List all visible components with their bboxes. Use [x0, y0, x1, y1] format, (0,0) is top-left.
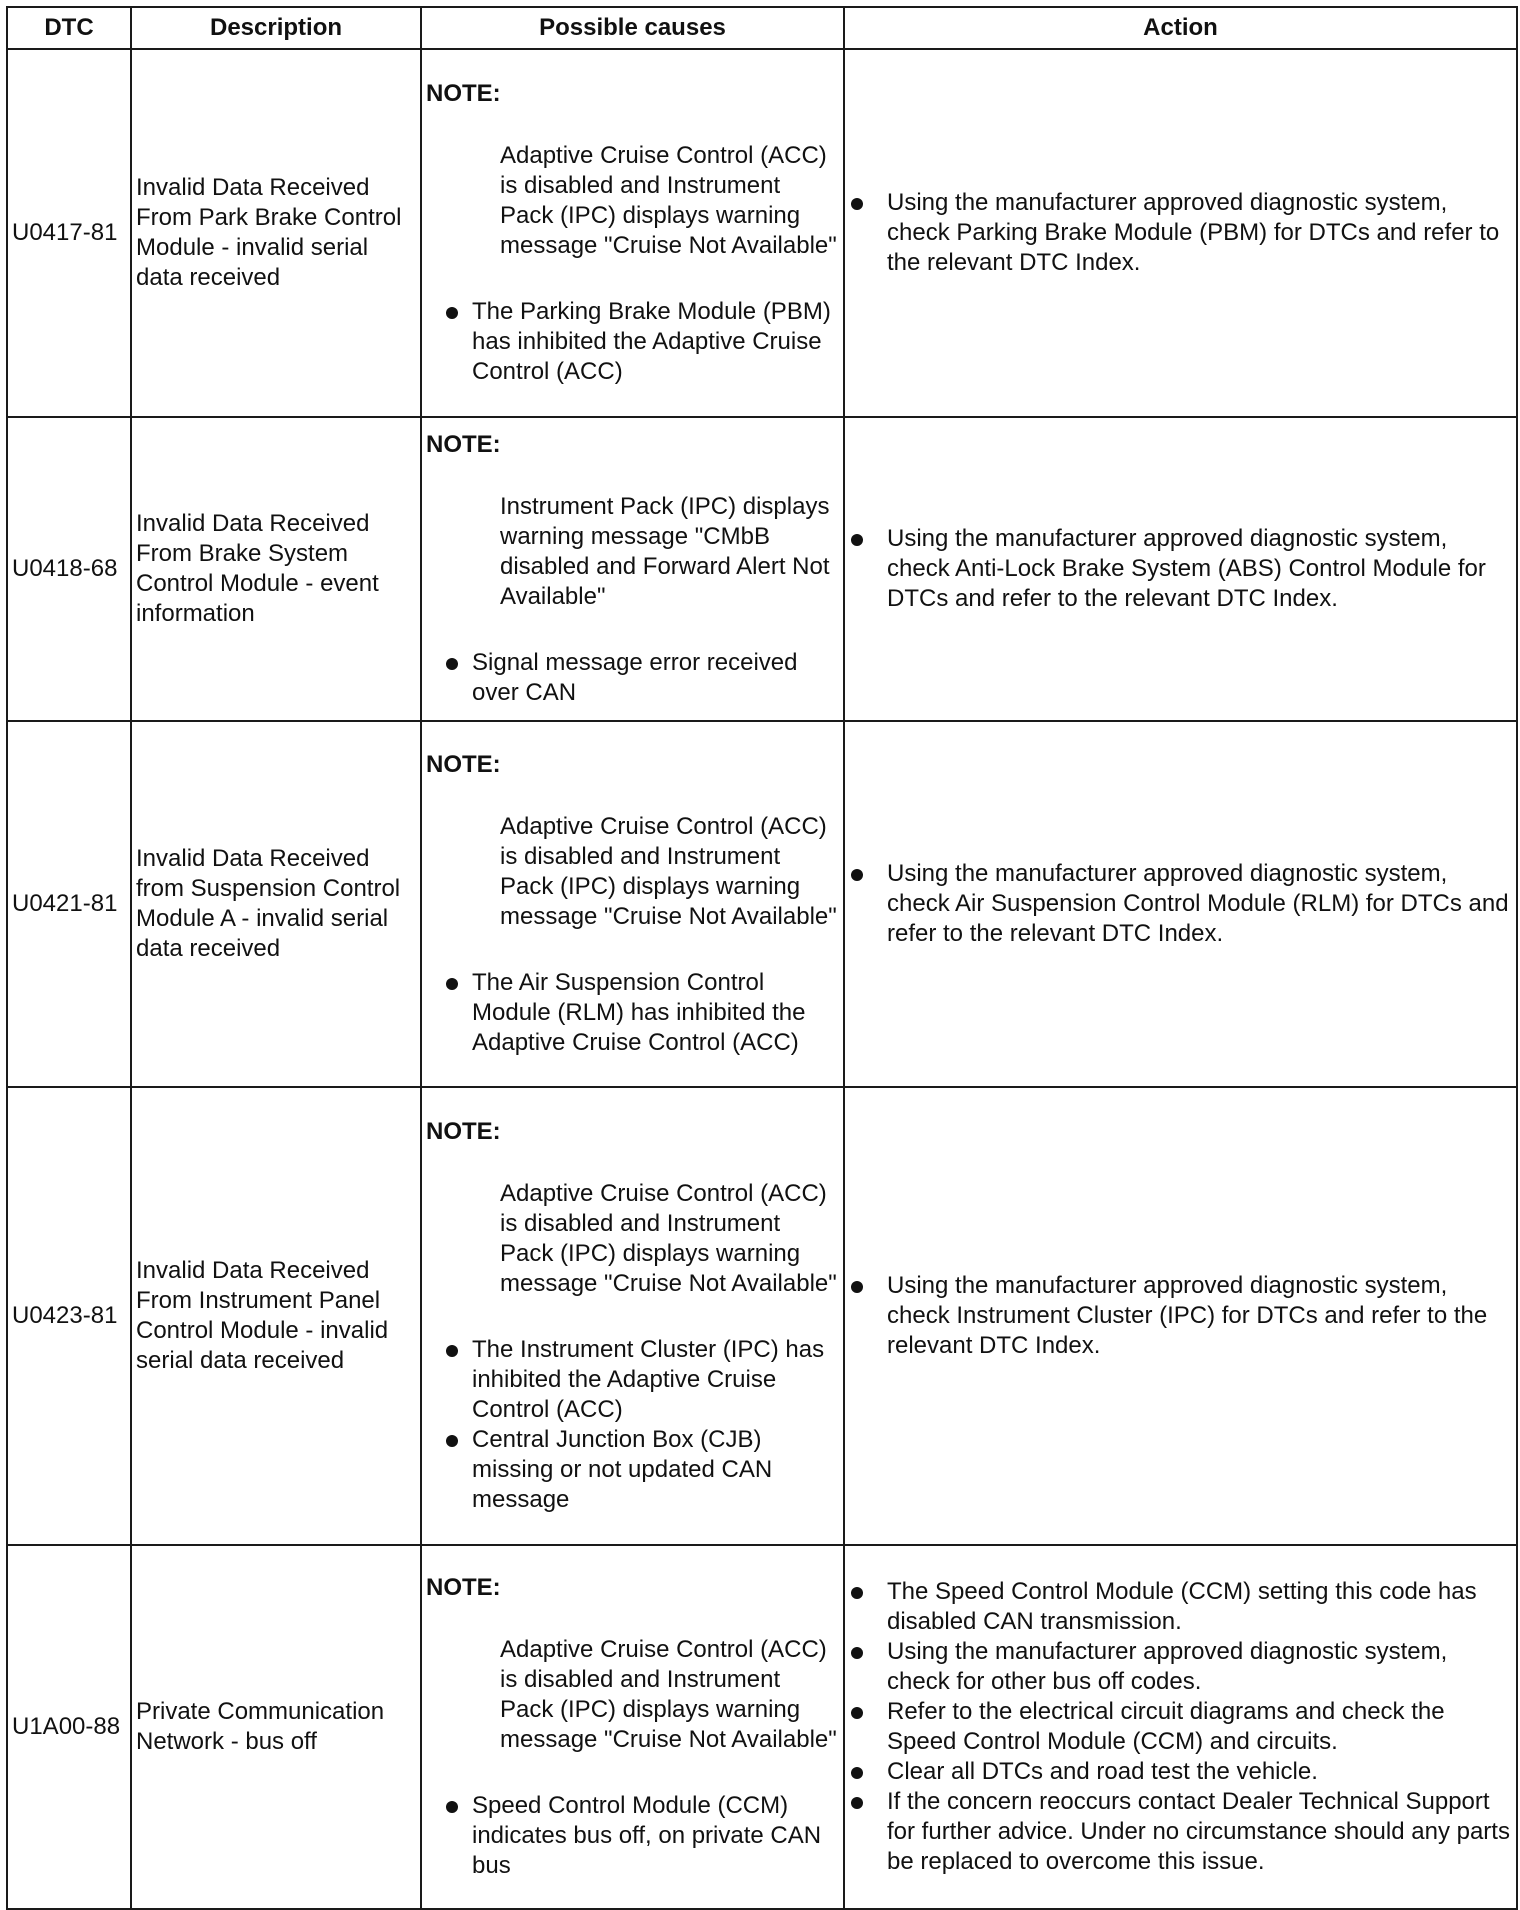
cause-item-list	[426, 968, 839, 1058]
action-item	[849, 859, 1512, 949]
action-item	[849, 1577, 1512, 1637]
table-row	[7, 49, 1517, 417]
cause-item-list	[426, 297, 839, 387]
possible-causes-cell	[421, 417, 844, 721]
cause-item	[426, 1335, 839, 1425]
note-text: Adaptive Cruise Control (ACC) is disabled and Instrument Pack (IPC) displays warning message "Cruise Not Available"	[500, 1636, 837, 1753]
cause-item-text: The Instrument Cluster (IPC) has inhibited the Adaptive Cruise Control (ACC)	[472, 1336, 825, 1423]
action-item-list	[849, 859, 1512, 949]
action-cell	[844, 1545, 1517, 1909]
bullet-icon	[851, 1281, 863, 1293]
cause-item	[426, 648, 839, 708]
possible-causes-cell	[421, 721, 844, 1087]
possible-causes-cell	[421, 1087, 844, 1545]
action-cell	[844, 721, 1517, 1087]
note-text: Adaptive Cruise Control (ACC) is disabled and Instrument Pack (IPC) displays warning message "Cruise Not Available"	[500, 142, 837, 259]
bullet-icon	[851, 1587, 863, 1599]
action-item-text: Using the manufacturer approved diagnostic system, check Parking Brake Module (PBM) for DTCs and refer to the relevant DTC Index.	[887, 189, 1500, 276]
bullet-icon	[851, 198, 863, 210]
description-cell: Invalid Data Received From Park Brake Control Module - invalid serial data received	[131, 49, 421, 417]
bullet-icon	[851, 1767, 863, 1779]
bullet-icon	[851, 869, 863, 881]
action-item-list	[849, 1577, 1512, 1877]
header-description: Description	[131, 7, 421, 49]
action-item-text: Using the manufacturer approved diagnostic system, check Air Suspension Control Module (RLM) for DTCs and refer to the relevant DTC Index.	[887, 860, 1509, 947]
action-item	[849, 1787, 1512, 1877]
bullet-icon	[446, 1345, 458, 1357]
action-item-text: Clear all DTCs and road test the vehicle.	[887, 1758, 1318, 1785]
bullet-icon	[446, 307, 458, 319]
note-label: NOTE:	[426, 431, 501, 458]
table-row	[7, 417, 1517, 721]
action-item	[849, 1637, 1512, 1697]
action-cell	[844, 1087, 1517, 1545]
possible-causes-cell	[421, 1545, 844, 1909]
possible-causes-cell	[421, 49, 844, 417]
cause-item	[426, 297, 839, 387]
table-header-row	[7, 7, 1517, 49]
note-label: NOTE:	[426, 1118, 501, 1145]
dtc-code-cell: U0421-81	[7, 721, 131, 1087]
action-cell	[844, 49, 1517, 417]
cause-item-text: Signal message error received over CAN	[472, 649, 798, 706]
cause-item-list	[426, 1791, 839, 1881]
note-label: NOTE:	[426, 80, 501, 107]
dtc-table	[6, 6, 1518, 1910]
action-item	[849, 188, 1512, 278]
table-row	[7, 1087, 1517, 1545]
action-item	[849, 524, 1512, 614]
action-item	[849, 1271, 1512, 1361]
cause-item-list	[426, 1335, 839, 1515]
note-label: NOTE:	[426, 751, 501, 778]
bullet-icon	[851, 1797, 863, 1809]
bullet-icon	[851, 1707, 863, 1719]
action-item-text: The Speed Control Module (CCM) setting this code has disabled CAN transmission.	[887, 1578, 1477, 1635]
bullet-icon	[446, 1801, 458, 1813]
cause-item-text: The Parking Brake Module (PBM) has inhibited the Adaptive Cruise Control (ACC)	[472, 298, 831, 385]
dtc-code-cell: U0423-81	[7, 1087, 131, 1545]
cause-item-text: The Air Suspension Control Module (RLM) has inhibited the Adaptive Cruise Control (ACC)	[472, 969, 806, 1056]
note-text: Adaptive Cruise Control (ACC) is disabled and Instrument Pack (IPC) displays warning message "Cruise Not Available"	[500, 1180, 837, 1297]
description-cell: Invalid Data Received from Suspension Control Module A - invalid serial data received	[131, 721, 421, 1087]
cause-item-list	[426, 648, 839, 708]
header-action: Action	[844, 7, 1517, 49]
note-label: NOTE:	[426, 1574, 501, 1601]
bullet-icon	[446, 978, 458, 990]
table-body	[7, 49, 1517, 1909]
dtc-code-cell: U0417-81	[7, 49, 131, 417]
table-row	[7, 1545, 1517, 1909]
action-item-list	[849, 524, 1512, 614]
description-cell: Invalid Data Received From Instrument Panel Control Module - invalid serial data received	[131, 1087, 421, 1545]
cause-item	[426, 1791, 839, 1881]
description-cell: Private Communication Network - bus off	[131, 1545, 421, 1909]
dtc-code-cell: U0418-68	[7, 417, 131, 721]
cause-item-text: Central Junction Box (CJB) missing or not updated CAN message	[472, 1426, 773, 1513]
cause-item-text: Speed Control Module (CCM) indicates bus off, on private CAN bus	[472, 1792, 822, 1879]
action-item	[849, 1697, 1512, 1757]
header-possible-causes: Possible causes	[421, 7, 844, 49]
action-item-list	[849, 1271, 1512, 1361]
bullet-icon	[446, 1435, 458, 1447]
table-row	[7, 721, 1517, 1087]
bullet-icon	[446, 658, 458, 670]
header-dtc: DTC	[7, 7, 131, 49]
description-cell: Invalid Data Received From Brake System Control Module - event information	[131, 417, 421, 721]
dtc-code-cell: U1A00-88	[7, 1545, 131, 1909]
note-text: Adaptive Cruise Control (ACC) is disabled and Instrument Pack (IPC) displays warning message "Cruise Not Available"	[500, 813, 837, 930]
action-item-text: Using the manufacturer approved diagnostic system, check for other bus off codes.	[887, 1638, 1448, 1695]
note-text: Instrument Pack (IPC) displays warning message "CMbB disabled and Forward Alert Not Available"	[500, 493, 830, 610]
action-item	[849, 1757, 1512, 1787]
bullet-icon	[851, 534, 863, 546]
action-item-text: If the concern reoccurs contact Dealer Technical Support for further advice. Under no circumstance should any parts be replaced to overcome this issue.	[887, 1788, 1510, 1875]
bullet-icon	[851, 1647, 863, 1659]
cause-item	[426, 1425, 839, 1515]
action-item-text: Using the manufacturer approved diagnostic system, check Instrument Cluster (IPC) for DTCs and refer to the relevant DTC Index.	[887, 1272, 1488, 1359]
action-item-list	[849, 188, 1512, 278]
cause-item	[426, 968, 839, 1058]
action-cell	[844, 417, 1517, 721]
action-item-text: Using the manufacturer approved diagnostic system, check Anti-Lock Brake System (ABS) Control Module for DTCs and refer to the relevant DTC Index.	[887, 525, 1486, 612]
action-item-text: Refer to the electrical circuit diagrams and check the Speed Control Module (CCM) and circuits.	[887, 1698, 1445, 1755]
